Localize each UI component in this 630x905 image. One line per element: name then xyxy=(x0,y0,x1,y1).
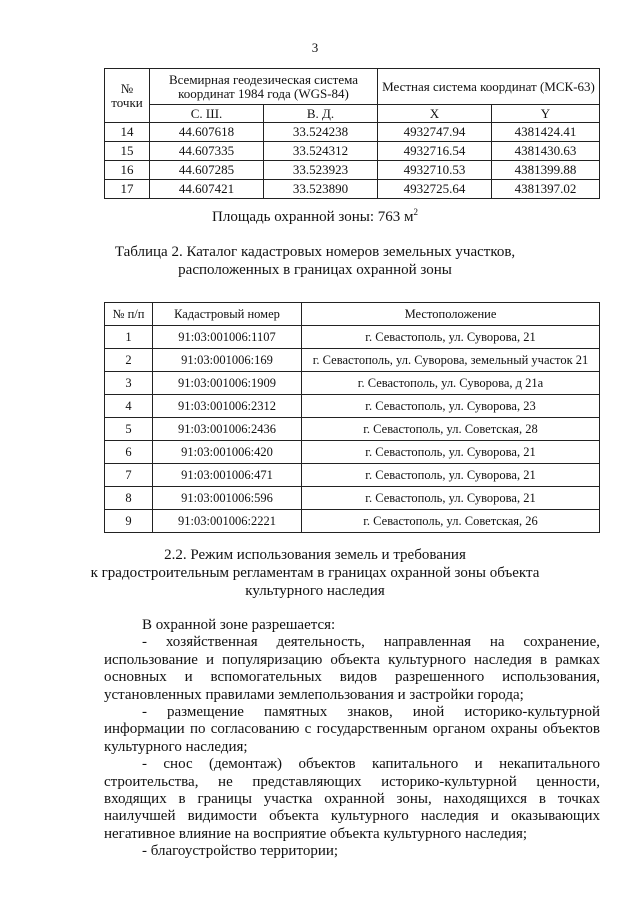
section-heading-line3: культурного наследия xyxy=(245,583,385,599)
y-coordinate: 4381430.63 xyxy=(492,142,600,161)
point-number: 14 xyxy=(105,123,150,142)
table-row xyxy=(105,418,600,441)
longitude: 33.524238 xyxy=(264,123,378,142)
header-cadastral-number: Кадастровый номер xyxy=(153,303,302,326)
row-number: 6 xyxy=(105,441,153,464)
paragraph-landscaping: - благоустройство территории; xyxy=(142,843,339,860)
cadastral-number: 91:03:001006:1107 xyxy=(153,326,302,349)
latitude: 44.607618 xyxy=(150,123,264,142)
table-row xyxy=(105,349,600,372)
body-text xyxy=(104,617,600,861)
x-coordinate: 4932710.53 xyxy=(378,161,492,180)
table-row xyxy=(105,142,600,161)
header-msk63: Местная система координат (МСК-63) xyxy=(378,69,600,105)
longitude: 33.524312 xyxy=(264,142,378,161)
location: г. Севастополь, ул. Советская, 26 xyxy=(302,510,600,533)
table2-caption-line1: Таблица 2. Каталог кадастровых номеров земельных участков, xyxy=(114,244,516,260)
latitude: 44.607421 xyxy=(150,180,264,199)
table-row xyxy=(105,180,600,199)
row-number: 4 xyxy=(105,395,153,418)
point-number: 17 xyxy=(105,180,150,199)
table-row xyxy=(105,441,600,464)
x-coordinate: 4932725.64 xyxy=(378,180,492,199)
row-number: 8 xyxy=(105,487,153,510)
table-row xyxy=(105,464,600,487)
table-row xyxy=(105,326,600,349)
section-heading-line1: 2.2. Режим использования земель и требования xyxy=(164,547,466,563)
table2-caption-line2: расположенных в границах охранной зоны xyxy=(178,262,452,278)
location: г. Севастополь, ул. Суворова, 21 xyxy=(302,464,600,487)
location: г. Севастополь, ул. Советская, 28 xyxy=(302,418,600,441)
area-unit-superscript: 2 xyxy=(413,207,418,217)
x-coordinate: 4932716.54 xyxy=(378,142,492,161)
header-location: Местоположение xyxy=(302,303,600,326)
section-heading-line2: к градостроительным регламентам в границах охранной зоны объекта xyxy=(90,565,540,581)
area-text: Площадь охранной зоны: 763 м xyxy=(212,209,414,225)
point-number: 16 xyxy=(105,161,150,180)
longitude: 33.523890 xyxy=(264,180,378,199)
cadastral-numbers-table xyxy=(104,302,600,533)
header-point-number: № точки xyxy=(105,69,150,123)
row-number: 9 xyxy=(105,510,153,533)
table-header-row xyxy=(105,303,600,326)
y-coordinate: 4381424.41 xyxy=(492,123,600,142)
paragraph-memorial-signs: - размещение памятных знаков, иной историко-культурной информации по согласованию с государственным органом охраны объектов культурного наследия; xyxy=(104,704,600,755)
location: г. Севастополь, ул. Суворова, 21 xyxy=(302,487,600,510)
cadastral-number: 91:03:001006:2312 xyxy=(153,395,302,418)
row-number: 5 xyxy=(105,418,153,441)
cadastral-number: 91:03:001006:471 xyxy=(153,464,302,487)
longitude: 33.523923 xyxy=(264,161,378,180)
location: г. Севастополь, ул. Суворова, 23 xyxy=(302,395,600,418)
latitude: 44.607285 xyxy=(150,161,264,180)
header-y: Y xyxy=(492,105,600,123)
row-number: 2 xyxy=(105,349,153,372)
cadastral-number: 91:03:001006:420 xyxy=(153,441,302,464)
header-lon: В. Д. xyxy=(264,105,378,123)
page-number: 3 xyxy=(311,40,319,55)
cadastral-number: 91:03:001006:1909 xyxy=(153,372,302,395)
location: г. Севастополь, ул. Суворова, 21 xyxy=(302,326,600,349)
cadastral-number: 91:03:001006:169 xyxy=(153,349,302,372)
protection-zone-area xyxy=(0,207,630,226)
table-row xyxy=(105,510,600,533)
coordinates-table xyxy=(104,68,600,199)
location: г. Севастополь, ул. Суворова, д 21а xyxy=(302,372,600,395)
y-coordinate: 4381397.02 xyxy=(492,180,600,199)
point-number: 15 xyxy=(105,142,150,161)
cadastral-number: 91:03:001006:2221 xyxy=(153,510,302,533)
table-row xyxy=(105,123,600,142)
header-row-number: № п/п xyxy=(105,303,153,326)
x-coordinate: 4932747.94 xyxy=(378,123,492,142)
table-row xyxy=(105,395,600,418)
header-lat: С. Ш. xyxy=(150,105,264,123)
table-row xyxy=(105,372,600,395)
paragraph-demolition: - снос (демонтаж) объектов капитального и некапитального строительства, не представляющих историко-культурной ценности, входящих в границы участка охранной зоны, находящихся в точках наилучшей видимости объекта культурного наследия и оказывающих негативное влияние на восприятие объекта культурного наследия; xyxy=(104,756,600,842)
row-number: 3 xyxy=(105,372,153,395)
paragraph-economic-activity: - хозяйственная деятельность, направленная на сохранение, использование и популяризацию объекта культурного наследия в рамках основных и вспомогательных видов разрешенного использования, установленных правилами землепользования и застройки города; xyxy=(104,634,600,703)
paragraph-intro: В охранной зоне разрешается: xyxy=(142,617,336,633)
header-x: X xyxy=(378,105,492,123)
row-number: 7 xyxy=(105,464,153,487)
location: г. Севастополь, ул. Суворова, земельный участок 21 xyxy=(302,349,600,372)
y-coordinate: 4381399.88 xyxy=(492,161,600,180)
header-wgs84: Всемирная геодезическая система координат 1984 года (WGS-84) xyxy=(150,69,378,105)
section-heading xyxy=(0,546,630,600)
cadastral-number: 91:03:001006:2436 xyxy=(153,418,302,441)
cadastral-number: 91:03:001006:596 xyxy=(153,487,302,510)
latitude: 44.607335 xyxy=(150,142,264,161)
table-row xyxy=(105,487,600,510)
table-row xyxy=(105,161,600,180)
row-number: 1 xyxy=(105,326,153,349)
table2-caption xyxy=(0,243,630,279)
location: г. Севастополь, ул. Суворова, 21 xyxy=(302,441,600,464)
